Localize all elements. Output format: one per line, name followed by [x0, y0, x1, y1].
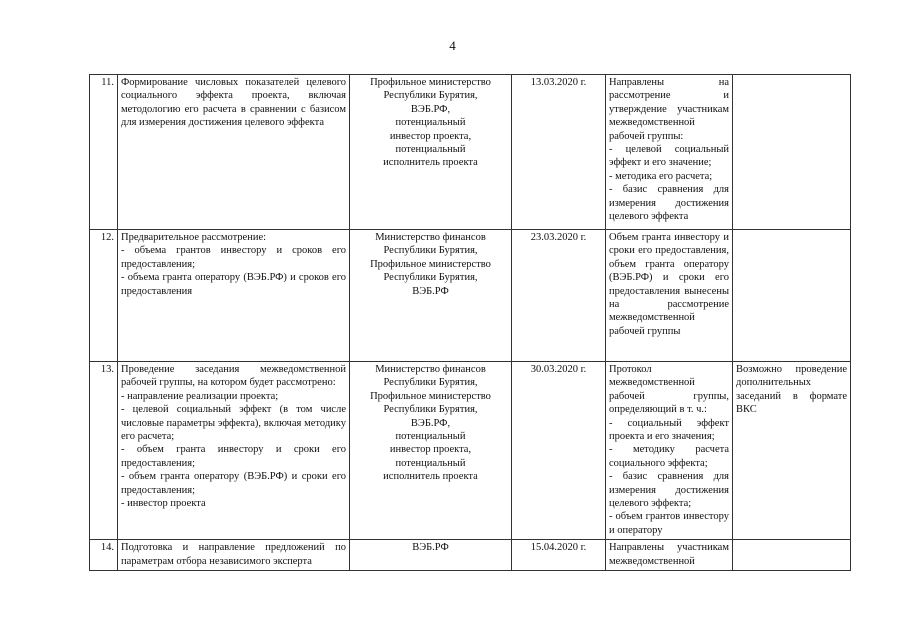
- responsible-cell: [350, 75, 512, 230]
- responsible-cell-line: Республики Бурятия,: [383, 90, 478, 102]
- responsible-cell-line: исполнитель проекта: [383, 157, 478, 169]
- responsible-cell-line: потенциальный: [395, 144, 466, 156]
- responsible-cell-line: Республики Бурятия,: [383, 272, 478, 284]
- responsible-cell-line: Республики Бурятия,: [383, 377, 478, 389]
- task-cell-line: - объем гранта инвестору и сроки его предоставления;: [121, 444, 346, 469]
- action-plan-table: [89, 74, 851, 571]
- responsible-cell-line: исполнитель проекта: [383, 471, 478, 483]
- page-number: 4: [449, 38, 456, 53]
- result-cell-line: Протокол межведомственной рабочей группы, определяющий в т. ч.:: [609, 364, 729, 416]
- result-cell-line: - методика его расчета;: [609, 170, 713, 182]
- task-cell-line: Подготовка и направление предложений по параметрам отбора независимого эксперта: [121, 542, 346, 567]
- responsible-cell-line: Профильное министерство: [370, 258, 491, 270]
- responsible-cell-line: потенциальный: [395, 457, 466, 469]
- deadline-cell: 30.03.2020 г.: [512, 362, 606, 540]
- responsible-cell: [350, 230, 512, 362]
- result-cell-line: - социальный эффект проекта и его значения;: [609, 417, 729, 443]
- responsible-cell-line: Профильное министерство: [370, 390, 491, 402]
- responsible-cell-line: потенциальный: [395, 431, 466, 443]
- responsible-cell: [350, 540, 512, 571]
- result-cell: [606, 75, 733, 230]
- table-row: [90, 362, 851, 540]
- result-cell-line: - базис сравнения для измерения достижения целевого эффекта: [609, 184, 729, 223]
- result-cell: [606, 230, 733, 362]
- result-cell-line: - методику расчета социального эффекта;: [609, 444, 729, 469]
- result-cell: [606, 362, 733, 540]
- responsible-cell-line: инвестор проекта,: [389, 444, 472, 456]
- responsible-cell-line: ВЭБ.РФ,: [410, 417, 451, 429]
- task-cell-line: - инвестор проекта: [121, 498, 206, 510]
- note-cell: [733, 230, 851, 362]
- task-cell-line: - объема гранта оператору (ВЭБ.РФ) и сроков его предоставления: [121, 272, 346, 297]
- task-cell: [118, 75, 350, 230]
- responsible-cell-line: ВЭБ.РФ: [412, 285, 449, 297]
- responsible-cell-line: Министерство финансов: [375, 232, 486, 243]
- responsible-cell: [350, 362, 512, 540]
- result-cell-line: - базис сравнения для измерения достижения целевого эффекта;: [609, 471, 729, 510]
- responsible-cell-line: инвестор проекта,: [389, 130, 472, 142]
- responsible-cell-line: Профильное министерство: [370, 77, 491, 88]
- result-cell-line: - целевой социальный эффект и его значение;: [609, 144, 729, 169]
- task-cell-line: Предварительное рассмотрение:: [121, 232, 267, 243]
- task-cell: [118, 540, 350, 571]
- result-cell-line: Направлены на рассмотрение и утверждение участникам межведомственной рабочей группы:: [609, 77, 729, 142]
- result-cell-line: - объем грантов инвестору и оператору: [609, 511, 729, 536]
- table-row: [90, 540, 851, 571]
- row-number: 12.: [90, 230, 118, 362]
- row-number: 11.: [90, 75, 118, 230]
- row-number: 13.: [90, 362, 118, 540]
- result-cell-line: Направлены участникам межведомственной: [609, 542, 729, 567]
- table-row: [90, 230, 851, 362]
- deadline-cell: 13.03.2020 г.: [512, 75, 606, 230]
- task-cell-line: - объем гранта оператору (ВЭБ.РФ) и сроки его предоставления;: [121, 471, 346, 496]
- deadline-cell: 23.03.2020 г.: [512, 230, 606, 362]
- note-cell: [733, 540, 851, 571]
- task-cell-line: Проведение заседания межведомственной рабочей группы, на котором будет рассмотрено:: [121, 364, 346, 389]
- note-cell: [733, 75, 851, 230]
- responsible-cell-line: ВЭБ.РФ,: [410, 103, 451, 115]
- responsible-cell-line: потенциальный: [395, 117, 466, 129]
- row-number: 14.: [90, 540, 118, 571]
- table-row: [90, 75, 851, 230]
- result-cell-line: Объем гранта инвестору и сроки его предоставления, объем гранта оператору (ВЭБ.РФ) и сроки его предоставления вынесены на рассмотрение межведомственной рабочей группы: [609, 232, 729, 337]
- responsible-cell-line: Министерство финансов: [375, 364, 486, 375]
- task-cell: [118, 362, 350, 540]
- task-cell-line: - целевой социальный эффект (в том числе числовые параметры эффекта), включая методику его расчета;: [121, 404, 346, 443]
- responsible-cell-line: ВЭБ.РФ: [412, 542, 449, 554]
- task-cell-line: Формирование числовых показателей целевого социального эффекта проекта, включая методологию его расчета в сравнении с базисом для измерения достижения целевого эффекта: [121, 77, 346, 129]
- note-cell: Возможно проведение дополнительных заседаний в формате ВКС: [733, 362, 851, 540]
- result-cell: [606, 540, 733, 571]
- deadline-cell: 15.04.2020 г.: [512, 540, 606, 571]
- responsible-cell-line: Республики Бурятия,: [383, 245, 478, 257]
- task-cell-line: - объема грантов инвестору и сроков его предоставления;: [121, 245, 346, 270]
- responsible-cell-line: Республики Бурятия,: [383, 404, 478, 416]
- task-cell-line: - направление реализации проекта;: [121, 390, 279, 402]
- task-cell: [118, 230, 350, 362]
